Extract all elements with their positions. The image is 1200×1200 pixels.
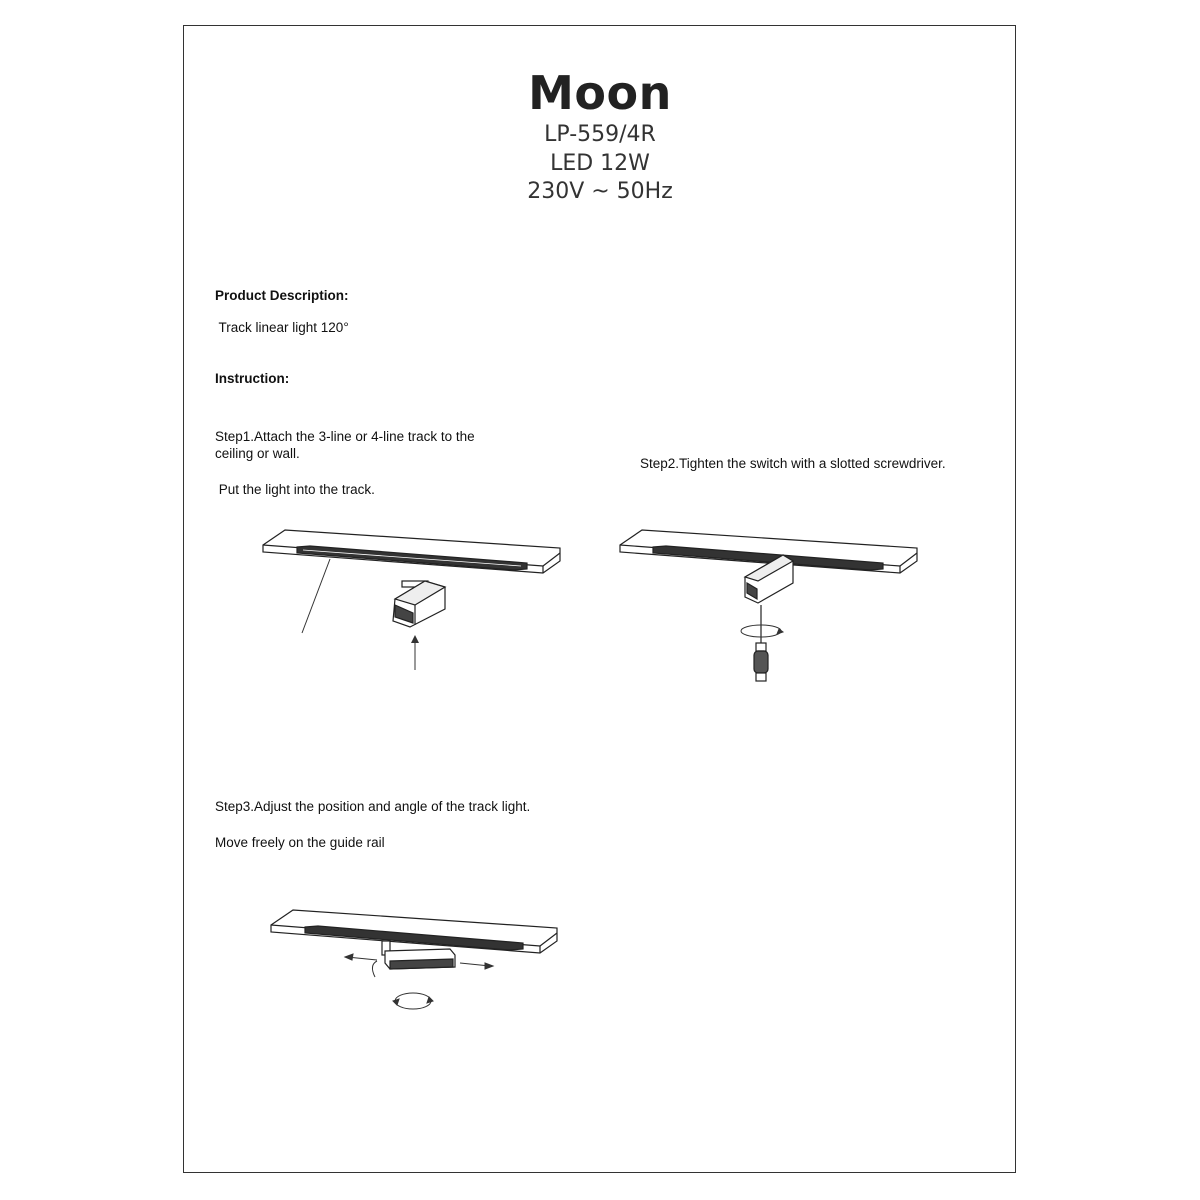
power-rating: LED 12W xyxy=(550,151,650,176)
step2-line1: Step2.Tighten the switch with a slotted screwdriver. xyxy=(640,456,946,471)
step1-note: Put the light into the track. xyxy=(215,482,375,497)
step1-line2: ceiling or wall. xyxy=(215,446,300,461)
brand-title: Moon xyxy=(528,66,672,120)
track-rail-icon xyxy=(263,530,560,573)
step3-note: Move freely on the guide rail xyxy=(215,835,385,850)
rotate-arrow-icon xyxy=(393,993,433,1009)
track-rail-icon xyxy=(271,910,557,953)
step1-diagram xyxy=(255,525,575,675)
step1-line1: Step1.Attach the 3-line or 4-line track to the xyxy=(215,429,475,444)
track-light-icon xyxy=(393,581,445,627)
model-number: LP-559/4R xyxy=(544,122,656,147)
step3-diagram xyxy=(265,905,565,1020)
step2-diagram xyxy=(615,525,925,690)
description-heading: Product Description: xyxy=(215,288,349,303)
screwdriver-icon xyxy=(754,605,768,681)
rotate-arrow-icon xyxy=(741,625,783,637)
description-text: Track linear light 120° xyxy=(215,320,349,335)
instruction-heading: Instruction: xyxy=(215,371,290,386)
voltage-rating: 230V ~ 50Hz xyxy=(527,179,673,204)
step3-line1: Step3.Adjust the position and angle of the track light. xyxy=(215,799,531,814)
